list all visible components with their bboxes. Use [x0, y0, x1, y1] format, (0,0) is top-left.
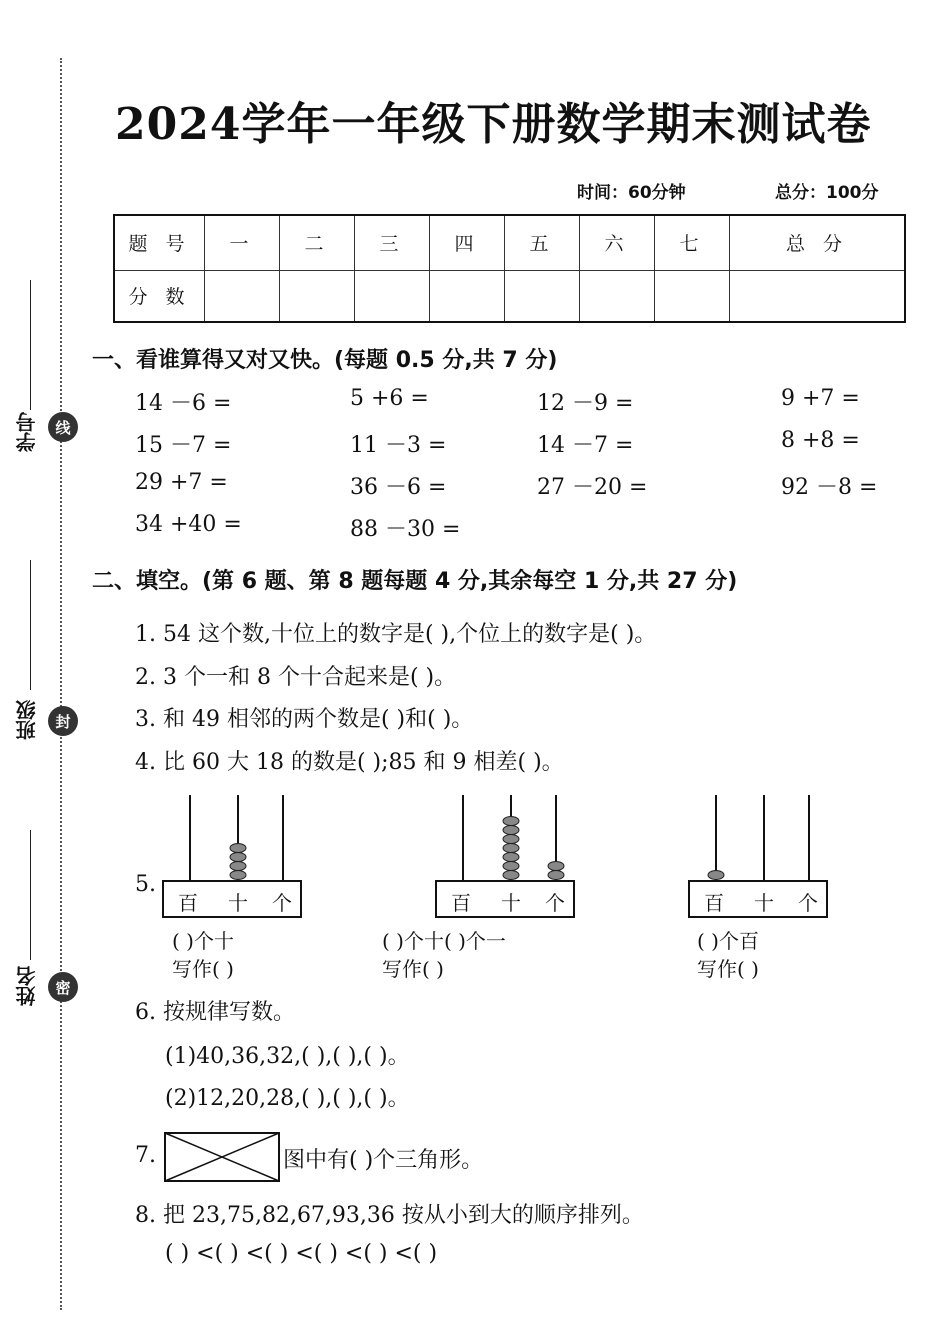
page-title: 2024学年一年级下册数学期末测试卷	[115, 99, 872, 150]
header-q3: 三	[355, 215, 430, 270]
abacus-3-line1: ( )个百	[697, 929, 759, 953]
calc-item: 9 +7 =	[781, 386, 860, 411]
calc-item: 12 －9 =	[537, 391, 634, 416]
class-label: 班级	[15, 700, 39, 740]
binding-dotted-line	[60, 58, 62, 1310]
abacus-3-label-tens: 十	[754, 891, 774, 915]
abacus-3-label-hundreds: 百	[704, 891, 724, 915]
seal-line-badge: 线	[48, 412, 78, 442]
calc-item: 5 +6 =	[350, 386, 429, 411]
abacus-2-line2: 写作( )	[382, 957, 444, 981]
student-id-underline	[30, 280, 31, 410]
header-q5: 五	[505, 215, 580, 270]
question-7: 图中有( )个三角形。	[283, 1148, 484, 1173]
calc-item: 14 －7 =	[537, 433, 634, 458]
abacus-1-label-hundreds: 百	[178, 891, 198, 915]
rectangle-diagonals-figure	[164, 1132, 282, 1184]
row-score-label: 分 数	[114, 270, 205, 322]
abacus-3-line2: 写作( )	[697, 957, 759, 981]
header-q4: 四	[430, 215, 505, 270]
score-table	[113, 214, 906, 323]
abacus-2-label-ones: 个	[545, 891, 565, 915]
abacus-1-line2: 写作( )	[172, 957, 234, 981]
calc-item: 11 －3 =	[350, 433, 447, 458]
score-cell[interactable]	[430, 270, 505, 322]
calc-item: 36 －6 =	[350, 475, 447, 500]
section1-heading: 一、看谁算得又对又快。(每题 0.5 分,共 7 分)	[92, 348, 558, 373]
exam-time: 时间：60分钟	[577, 183, 686, 203]
question-6b: (2)12,20,28,( ),( ),( )。	[165, 1086, 410, 1111]
abacus-1-line1: ( )个十	[172, 929, 234, 953]
header-q2: 二	[280, 215, 355, 270]
score-cell[interactable]	[280, 270, 355, 322]
abacus-2-label-hundreds: 百	[451, 891, 471, 915]
question-3: 3. 和 49 相邻的两个数是( )和( )。	[135, 707, 474, 732]
question-8-answer-line: ( ) <( ) <( ) <( ) <( ) <( )	[165, 1241, 438, 1266]
score-cell[interactable]	[580, 270, 655, 322]
calc-item: 92 －8 =	[781, 475, 878, 500]
question-6: 6. 按规律写数。	[135, 1000, 295, 1025]
class-underline	[30, 560, 31, 690]
seal-secret-badge: 密	[48, 972, 78, 1002]
abacus-3-label-ones: 个	[798, 891, 818, 915]
question-8: 8. 把 23,75,82,67,93,36 按从小到大的顺序排列。	[135, 1203, 644, 1228]
question-5-label: 5.	[135, 872, 156, 897]
calc-item: 88 －30 =	[350, 517, 461, 542]
calc-item: 14 －6 =	[135, 391, 232, 416]
exam-total-score: 总分：100分	[775, 183, 879, 203]
header-question-no: 题 号	[114, 215, 205, 270]
abacus-1-label-tens: 十	[228, 891, 248, 915]
question-2: 2. 3 个一和 8 个十合起来是( )。	[135, 665, 457, 690]
abacus-2-label-tens: 十	[501, 891, 521, 915]
calc-item: 27 －20 =	[537, 475, 648, 500]
question-7-label: 7.	[135, 1143, 156, 1168]
calc-item: 15 －7 =	[135, 433, 232, 458]
header-q1: 一	[205, 215, 280, 270]
calc-item: 29 +7 =	[135, 470, 228, 495]
seal-seal-badge: 封	[48, 706, 78, 736]
section2-heading: 二、填空。(第 6 题、第 8 题每题 4 分,其余每空 1 分,共 27 分)	[92, 569, 738, 594]
header-q7: 七	[655, 215, 730, 270]
score-cell[interactable]	[355, 270, 430, 322]
calc-item: 8 +8 =	[781, 428, 860, 453]
student-id-label: 学号	[15, 412, 39, 452]
abacus-2-line1: ( )个十( )个一	[382, 929, 506, 953]
calc-item: 34 +40 =	[135, 512, 242, 537]
name-label: 姓名	[15, 966, 39, 1006]
question-4: 4. 比 60 大 18 的数是( );85 和 9 相差( )。	[135, 750, 564, 775]
score-cell[interactable]	[655, 270, 730, 322]
score-cell[interactable]	[730, 270, 906, 322]
abacus-1-label-ones: 个	[272, 891, 292, 915]
score-cell[interactable]	[505, 270, 580, 322]
question-6a: (1)40,36,32,( ),( ),( )。	[165, 1044, 410, 1069]
name-underline	[30, 830, 31, 960]
header-q6: 六	[580, 215, 655, 270]
question-1: 1. 54 这个数,十位上的数字是( ),个位上的数字是( )。	[135, 622, 657, 647]
header-total: 总 分	[730, 215, 906, 270]
score-cell[interactable]	[205, 270, 280, 322]
